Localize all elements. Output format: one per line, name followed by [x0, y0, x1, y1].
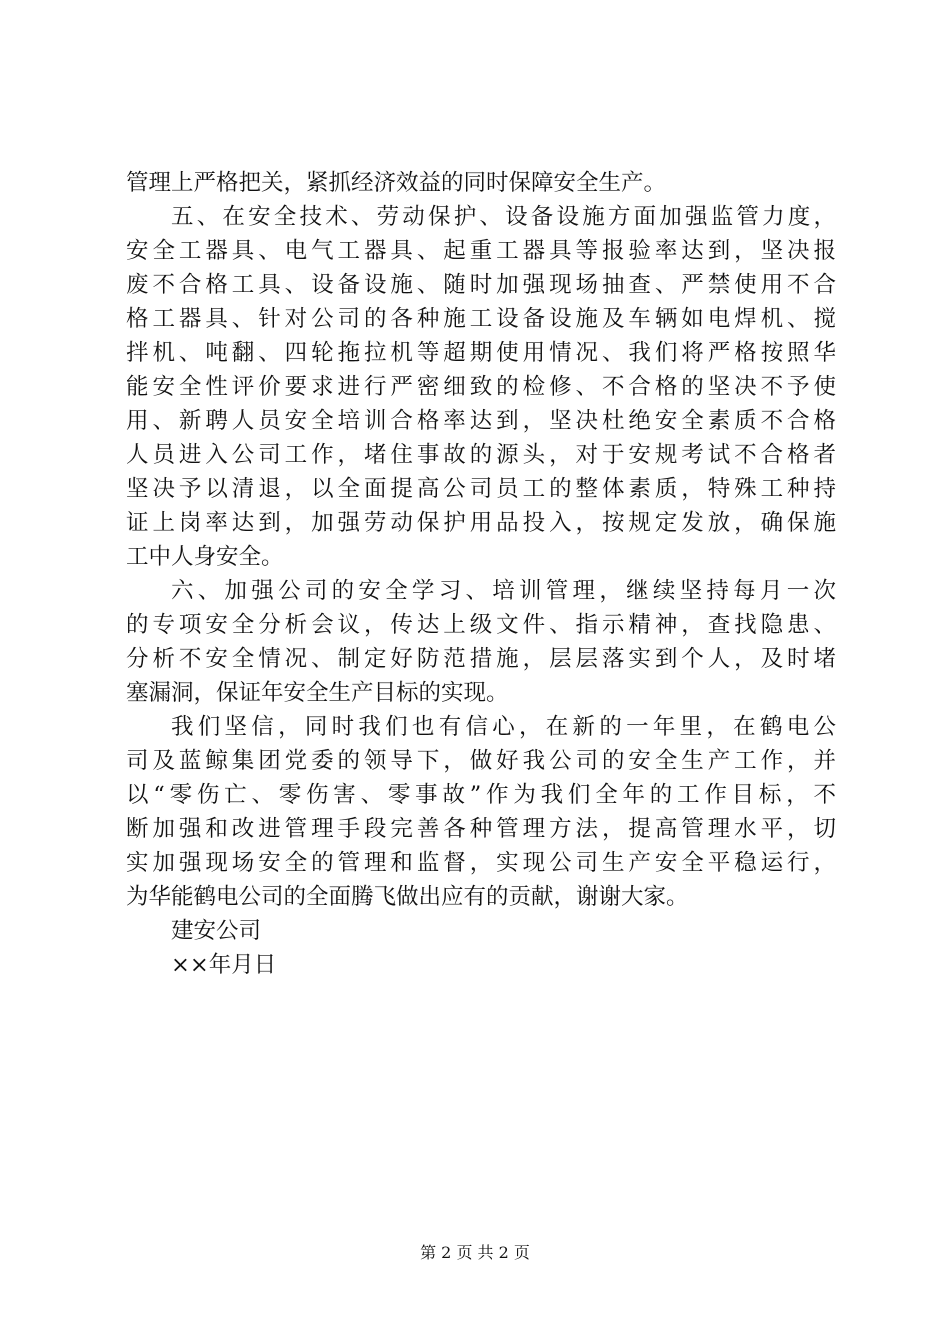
- text-line: 六、加强公司的安全学习、培训管理，继续坚持每月一次: [171, 578, 836, 604]
- paragraph-closing: [126, 710, 836, 914]
- text-line: 格工器具、针对公司的各种施工设备设施及车辆如电焊机、搅: [126, 306, 836, 332]
- text-line: 拌机、吨翻、四轮拖拉机等超期使用情况、我们将严格按照华: [126, 340, 836, 366]
- text-line: 塞漏洞，保证年安全生产目标的实现。: [126, 680, 509, 706]
- text-line: 分析不安全情况、制定好防范措施，层层落实到个人，及时堵: [126, 646, 836, 672]
- paragraph-six: [126, 574, 836, 710]
- text-line: 五、在安全技术、劳动保护、设备设施方面加强监管力度，: [171, 204, 836, 230]
- text-line: 为华能鹤电公司的全面腾飞做出应有的贡献，谢谢大家。: [126, 884, 689, 910]
- signature-date: [126, 948, 836, 982]
- text-line: 以“零伤亡、零伤害、零事故”作为我们全年的工作目标，不: [126, 782, 836, 808]
- text-line: 证上岗率达到，加强劳动保护用品投入，按规定发放，确保施: [126, 510, 836, 536]
- document-body: [126, 166, 836, 982]
- text-line: 人员进入公司工作，堵住事故的源头，对于安规考试不合格者: [126, 442, 836, 468]
- page-number-footer: 第 2 页 共 2 页: [420, 1243, 530, 1262]
- text-line: 司及蓝鲸集团党委的领导下，做好我公司的安全生产工作，并: [126, 748, 836, 774]
- text-line: 安全工器具、电气工器具、起重工器具等报验率达到，坚决报: [126, 238, 836, 264]
- text-line: 用、新聘人员安全培训合格率达到，坚决杜绝安全素质不合格: [126, 408, 836, 434]
- paragraph-five: [126, 200, 836, 574]
- paragraph-continued: [126, 166, 836, 200]
- text-line: 坚决予以清退，以全面提高公司员工的整体素质，特殊工种持: [126, 476, 836, 502]
- text-line: 我们坚信，同时我们也有信心，在新的一年里，在鹤电公: [171, 714, 836, 740]
- text-line: 能安全性评价要求进行严密细致的检修、不合格的坚决不予使: [126, 374, 836, 400]
- text-line: 断加强和改进管理手段完善各种管理方法，提高管理水平，切: [126, 816, 836, 842]
- text-line: 管理上严格把关，紧抓经济效益的同时保障安全生产。: [126, 170, 667, 196]
- signature-company: [126, 914, 836, 948]
- text-line: 建安公司: [171, 918, 262, 944]
- text-line: 废不合格工具、设备设施、随时加强现场抽查、严禁使用不合: [126, 272, 836, 298]
- text-line: 的专项安全分析会议，传达上级文件、指示精神，查找隐患、: [126, 612, 836, 638]
- text-line: 实加强现场安全的管理和监督，实现公司生产安全平稳运行，: [126, 850, 836, 876]
- text-line: ××年月日: [171, 952, 277, 978]
- text-line: 工中人身安全。: [126, 544, 284, 570]
